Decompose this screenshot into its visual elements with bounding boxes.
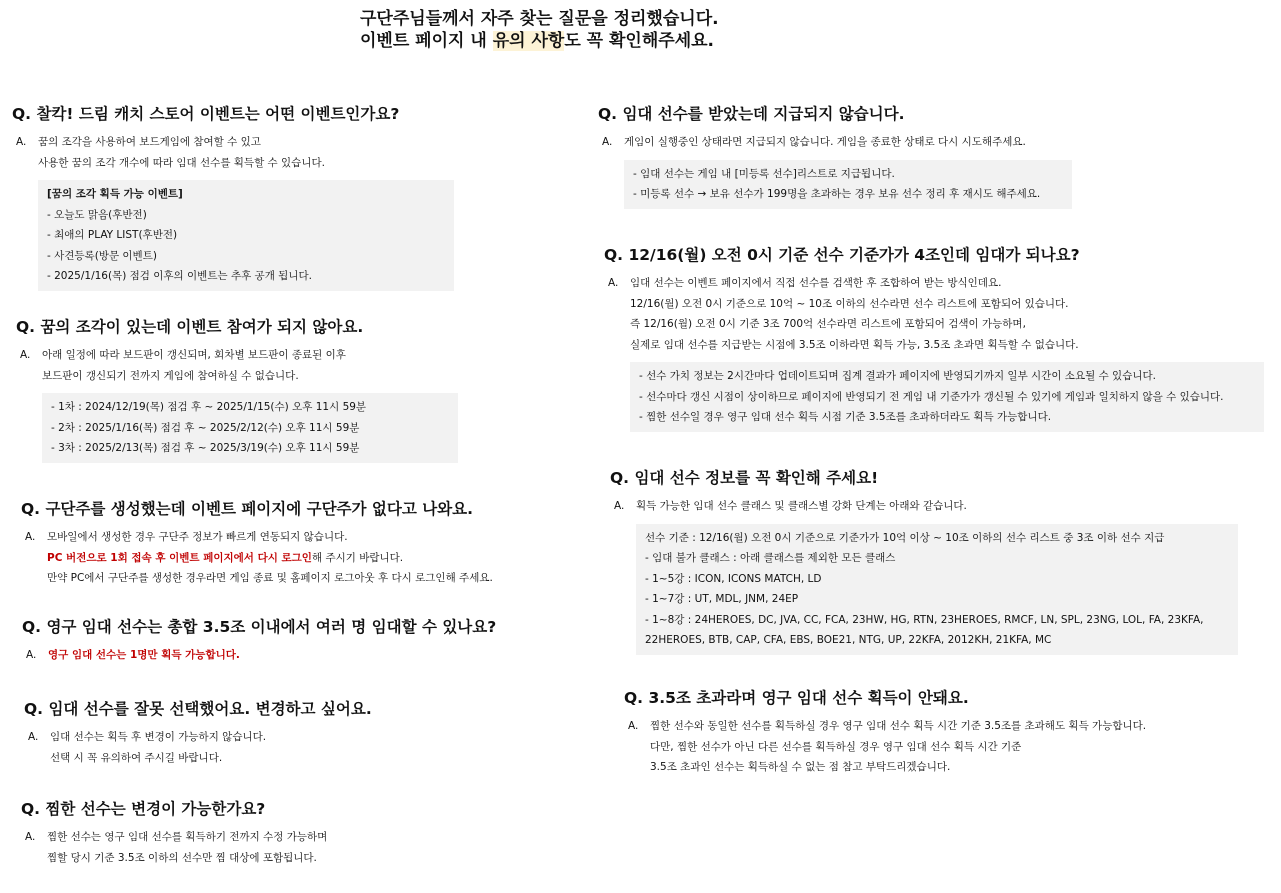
header-line-2-pre: 이벤트 페이지 내 bbox=[360, 31, 493, 51]
info-box-line: - 최애의 PLAY LIST(후반전) bbox=[47, 229, 178, 241]
info-box-title: [꿈의 조각 획득 가능 이벤트] bbox=[47, 188, 183, 200]
answer-text: 해 주시기 바랍니다. bbox=[311, 551, 404, 564]
class-info-box bbox=[636, 524, 1238, 655]
answer-line: 선택 시 꼭 유의하여 주시길 바랍니다. bbox=[50, 751, 223, 764]
info-box-line: - 1~5강 : ICON, ICONS MATCH, LD bbox=[645, 572, 822, 585]
info-box bbox=[624, 160, 1072, 209]
faq-item-6 bbox=[21, 799, 327, 868]
answer-label: A. bbox=[28, 731, 39, 743]
faq-question: Q. 찜한 선수는 변경이 가능한가요? bbox=[21, 800, 266, 818]
schedule-line: - 2차 : 2025/1/16(목) 점검 후 ~ 2025/2/12(수) 오후 11시 59분 bbox=[51, 421, 360, 434]
faq-question: Q. 임대 선수 정보를 꼭 확인해 주세요! bbox=[610, 469, 879, 487]
info-box-line: - 찜한 선수일 경우 영구 임대 선수 획득 시점 기준 3.5조를 초과하더라도 획득 가능합니다. bbox=[639, 411, 1052, 423]
info-box-line: - 선수 가치 정보는 2시간마다 업데이트되며 집계 결과가 페이지에 반영되기까지 일부 시간이 소요될 수 있습니다. bbox=[639, 370, 1156, 382]
answer-line: 임대 선수는 이벤트 페이지에서 직접 선수를 검색한 후 조합하여 받는 방식인데요. bbox=[630, 277, 1002, 289]
info-box-line: - 미등록 선수 → 보유 선수가 199명을 초과하는 경우 보유 선수 정리 후 재시도 해주세요. bbox=[633, 188, 1041, 200]
answer-line: 즉 12/16(월) 오전 0시 기준 3조 700억 선수라면 리스트에 포함되어 검색이 가능하며, bbox=[630, 318, 1026, 330]
answer-line bbox=[47, 548, 493, 569]
header-line-1: 구단주님들께서 자주 찾는 질문을 정리했습니다. bbox=[360, 9, 719, 29]
answer-label: A. bbox=[20, 349, 31, 361]
answer-line: 임대 선수는 획득 후 변경이 가능하지 않습니다. bbox=[50, 731, 267, 743]
answer-emphasis: PC 버전으로 1회 접속 후 이벤트 페이지에서 다시 로그인 bbox=[47, 551, 312, 564]
answer-emphasis: 영구 임대 선수는 1명만 획득 가능합니다. bbox=[48, 649, 240, 661]
answer-line: 꿈의 조각을 사용하여 보드게임에 참여할 수 있고 bbox=[38, 136, 261, 148]
faq-question: Q. 구단주를 생성했는데 이벤트 페이지에 구단주가 없다고 나와요. bbox=[21, 500, 474, 518]
header-line-2 bbox=[360, 30, 719, 52]
answer-label: A. bbox=[16, 136, 27, 148]
answer-label: A. bbox=[25, 531, 36, 543]
answer-line: 게임이 실행중인 상태라면 지급되지 않습니다. 게임을 종료한 상태로 다시 시도해주세요. bbox=[624, 136, 1026, 148]
faq-answer bbox=[22, 645, 496, 666]
answer-line: 만약 PC에서 구단주를 생성한 경우라면 게임 종료 및 홈페이지 로그아웃 후 다시 로그인해 주세요. bbox=[47, 572, 493, 584]
faq-item-2 bbox=[16, 317, 458, 463]
faq-answer bbox=[598, 132, 1072, 209]
faq-question: Q. 임대 선수를 잘못 선택했어요. 변경하고 싶어요. bbox=[24, 700, 372, 718]
faq-answer bbox=[21, 827, 327, 868]
faq-question: Q. 찰칵! 드림 캐치 스토어 이벤트는 어떤 이벤트인가요? bbox=[12, 105, 400, 123]
faq-item-4 bbox=[22, 617, 496, 666]
info-box-line: - 임대 불가 클래스 : 아래 클래스를 제외한 모든 클래스 bbox=[645, 552, 896, 564]
info-box bbox=[38, 180, 454, 291]
answer-line: 3.5조 초과인 선수는 획득하실 수 없는 점 참고 부탁드리겠습니다. bbox=[650, 761, 951, 773]
answer-line: 12/16(월) 오전 0시 기준으로 10억 ~ 10조 이하의 선수라면 선수 리스트에 포함되어 있습니다. bbox=[630, 297, 1069, 310]
answer-line: 실제로 임대 선수를 지급받는 시점에 3.5조 이하라면 획득 가능, 3.5조 초과면 획득할 수 없습니다. bbox=[630, 338, 1079, 351]
schedule-line: - 1차 : 2024/12/19(목) 점검 후 ~ 2025/1/15(수) 오후 11시 59분 bbox=[51, 401, 367, 413]
info-box-line: 22HEROES, BTB, CAP, CFA, EBS, BOE21, NTG, UP, 22KFA, 2012KH, 21KFA, MC bbox=[645, 634, 1052, 646]
faq-question: Q. 꿈의 조각이 있는데 이벤트 참여가 되지 않아요. bbox=[16, 318, 364, 336]
answer-line: 사용한 꿈의 조각 개수에 따라 임대 선수를 획득할 수 있습니다. bbox=[38, 156, 325, 169]
info-box-line: - 1~8강 : 24HEROES, DC, JVA, CC, FCA, 23HW, HG, RTN, 23HEROES, RMCF, LN, SPL, 23NG, LOL, FA, 23KFA, bbox=[645, 613, 1204, 626]
info-box-line: 선수 기준 : 12/16(월) 오전 0시 기준으로 기준가가 10억 이상 ~ 10조 이하의 선수 리스트 중 3조 이하 선수 지급 bbox=[645, 531, 1165, 544]
faq-answer bbox=[12, 132, 454, 291]
answer-label: A. bbox=[602, 136, 613, 148]
faq-item-7 bbox=[598, 104, 1072, 209]
faq-answer bbox=[610, 496, 1238, 655]
faq-answer bbox=[624, 716, 1146, 778]
faq-item-10 bbox=[624, 688, 1146, 778]
faq-item-1 bbox=[12, 104, 454, 291]
info-box-line: - 선수마다 갱신 시점이 상이하므로 페이지에 반영되기 전 게임 내 기준가가 갱신될 수 있기에 게임과 일치하지 않을 수 있습니다. bbox=[639, 390, 1224, 403]
page-header bbox=[360, 8, 719, 52]
answer-label: A. bbox=[25, 831, 36, 843]
answer-line: 획득 가능한 임대 선수 클래스 및 클래스별 강화 단계는 아래와 같습니다. bbox=[636, 500, 967, 512]
faq-answer bbox=[21, 527, 493, 589]
answer-label: A. bbox=[26, 649, 37, 661]
faq-item-9 bbox=[610, 468, 1238, 655]
faq-answer bbox=[604, 273, 1264, 432]
answer-label: A. bbox=[614, 500, 625, 512]
schedule-box bbox=[42, 393, 458, 463]
faq-answer bbox=[24, 727, 372, 768]
faq-item-3 bbox=[21, 499, 493, 589]
faq-question: Q. 영구 임대 선수는 총합 3.5조 이내에서 여러 명 임대할 수 있나요? bbox=[22, 618, 497, 636]
info-box-line: - 임대 선수는 게임 내 [미등록 선수]리스트로 지급됩니다. bbox=[633, 167, 895, 180]
info-box bbox=[630, 362, 1264, 432]
faq-question: Q. 12/16(월) 오전 0시 기준 선수 기준가가 4조인데 임대가 되나요? bbox=[604, 246, 1080, 264]
schedule-line: - 3차 : 2025/2/13(목) 점검 후 ~ 2025/3/19(수) 오후 11시 59분 bbox=[51, 442, 360, 454]
faq-item-8 bbox=[604, 245, 1264, 432]
header-highlight: 유의 사항 bbox=[492, 31, 565, 51]
answer-line: 다만, 찜한 선수가 아닌 다른 선수를 획득하실 경우 영구 임대 선수 획득 시간 기준 bbox=[650, 740, 1022, 753]
faq-answer bbox=[16, 345, 458, 463]
info-box-line: - 2025/1/16(목) 점검 이후의 이벤트는 추후 공개 됩니다. bbox=[47, 270, 312, 282]
answer-line: 찜할 당시 기준 3.5조 이하의 선수만 찜 대상에 포함됩니다. bbox=[47, 851, 317, 864]
header-line-2-post: 도 꼭 확인해주세요. bbox=[564, 31, 714, 51]
info-box-line: - 오늘도 맑음(후반전) bbox=[47, 208, 147, 221]
answer-label: A. bbox=[608, 277, 619, 289]
faq-question: Q. 3.5조 초과라며 영구 임대 선수 획득이 안돼요. bbox=[624, 689, 969, 707]
answer-line: 찜한 선수는 영구 임대 선수를 획득하기 전까지 수정 가능하며 bbox=[47, 831, 328, 843]
answer-line: 모바일에서 생성한 경우 구단주 정보가 빠르게 연동되지 않습니다. bbox=[47, 531, 348, 543]
answer-line: 찜한 선수와 동일한 선수를 획득하실 경우 영구 임대 선수 획득 시간 기준 3.5조를 초과해도 획득 가능합니다. bbox=[650, 720, 1147, 732]
faq-item-5 bbox=[24, 699, 372, 768]
info-box-line: - 사견등록(방문 이벤트) bbox=[47, 249, 157, 262]
info-box-line: - 1~7강 : UT, MDL, JNM, 24EP bbox=[645, 593, 799, 605]
answer-line: 보드판이 갱신되기 전까지 게임에 참여하실 수 없습니다. bbox=[42, 369, 299, 382]
answer-line: 아래 일정에 따라 보드판이 갱신되며, 회차별 보드판이 종료된 이후 bbox=[42, 349, 346, 361]
faq-question: Q. 임대 선수를 받았는데 지급되지 않습니다. bbox=[598, 105, 905, 123]
answer-label: A. bbox=[628, 720, 639, 732]
